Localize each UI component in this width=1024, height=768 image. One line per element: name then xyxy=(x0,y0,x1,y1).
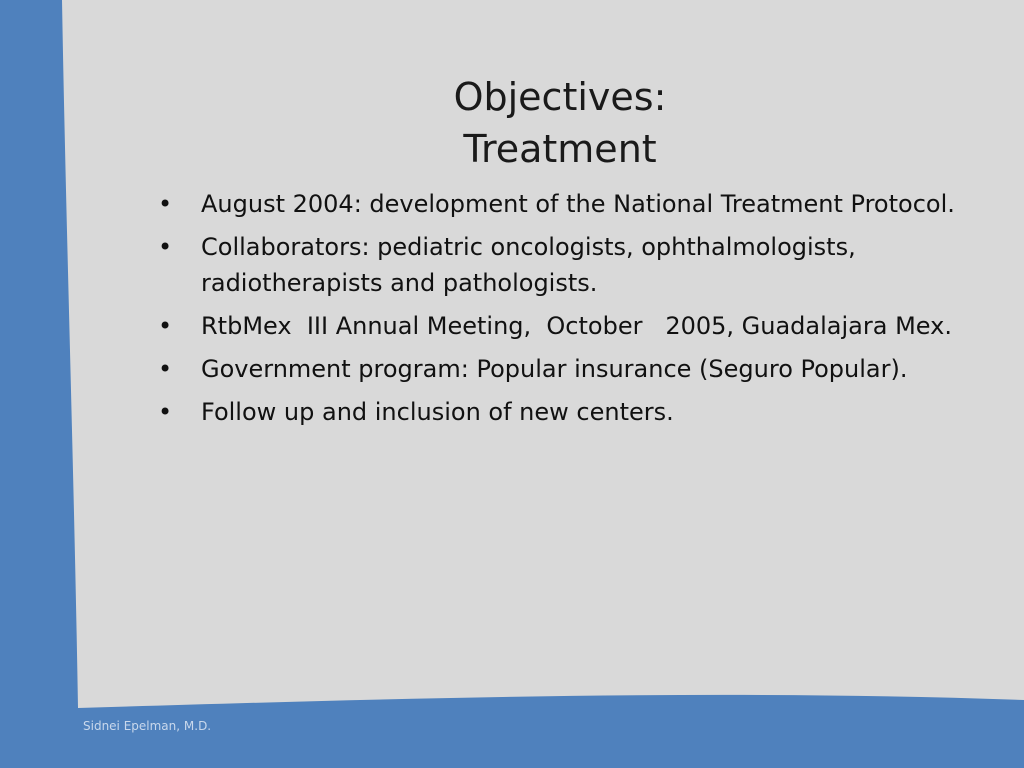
bullet-text: Follow up and inclusion of new centers. xyxy=(201,398,674,426)
bullet-item xyxy=(158,351,958,387)
bullet-text: Government program: Popular insurance (Seguro Popular). xyxy=(201,355,908,383)
bullet-item xyxy=(158,308,958,344)
bullet-glyph: • xyxy=(158,233,173,261)
footer-author: Sidnei Epelman, M.D. xyxy=(83,719,212,733)
bullet-glyph: • xyxy=(158,398,173,426)
slide-title xyxy=(300,71,820,175)
bullet-item xyxy=(158,394,958,430)
bullet-glyph: • xyxy=(158,312,173,340)
bullet-item xyxy=(158,186,958,222)
bullet-text: Collaborators: pediatric oncologists, ophthalmologists, radiotherapists and pathologists. xyxy=(201,233,856,297)
bullet-glyph: • xyxy=(158,355,173,383)
title-line-2: Treatment xyxy=(463,127,657,172)
bullet-glyph: • xyxy=(158,190,173,218)
title-line-1: Objectives: xyxy=(453,75,667,120)
bullet-item xyxy=(158,229,958,301)
bullet-text: RtbMex III Annual Meeting, October 2005, Guadalajara Mex. xyxy=(201,312,952,340)
bullet-text: August 2004: development of the National Treatment Protocol. xyxy=(201,190,955,218)
bullet-list xyxy=(158,186,958,437)
